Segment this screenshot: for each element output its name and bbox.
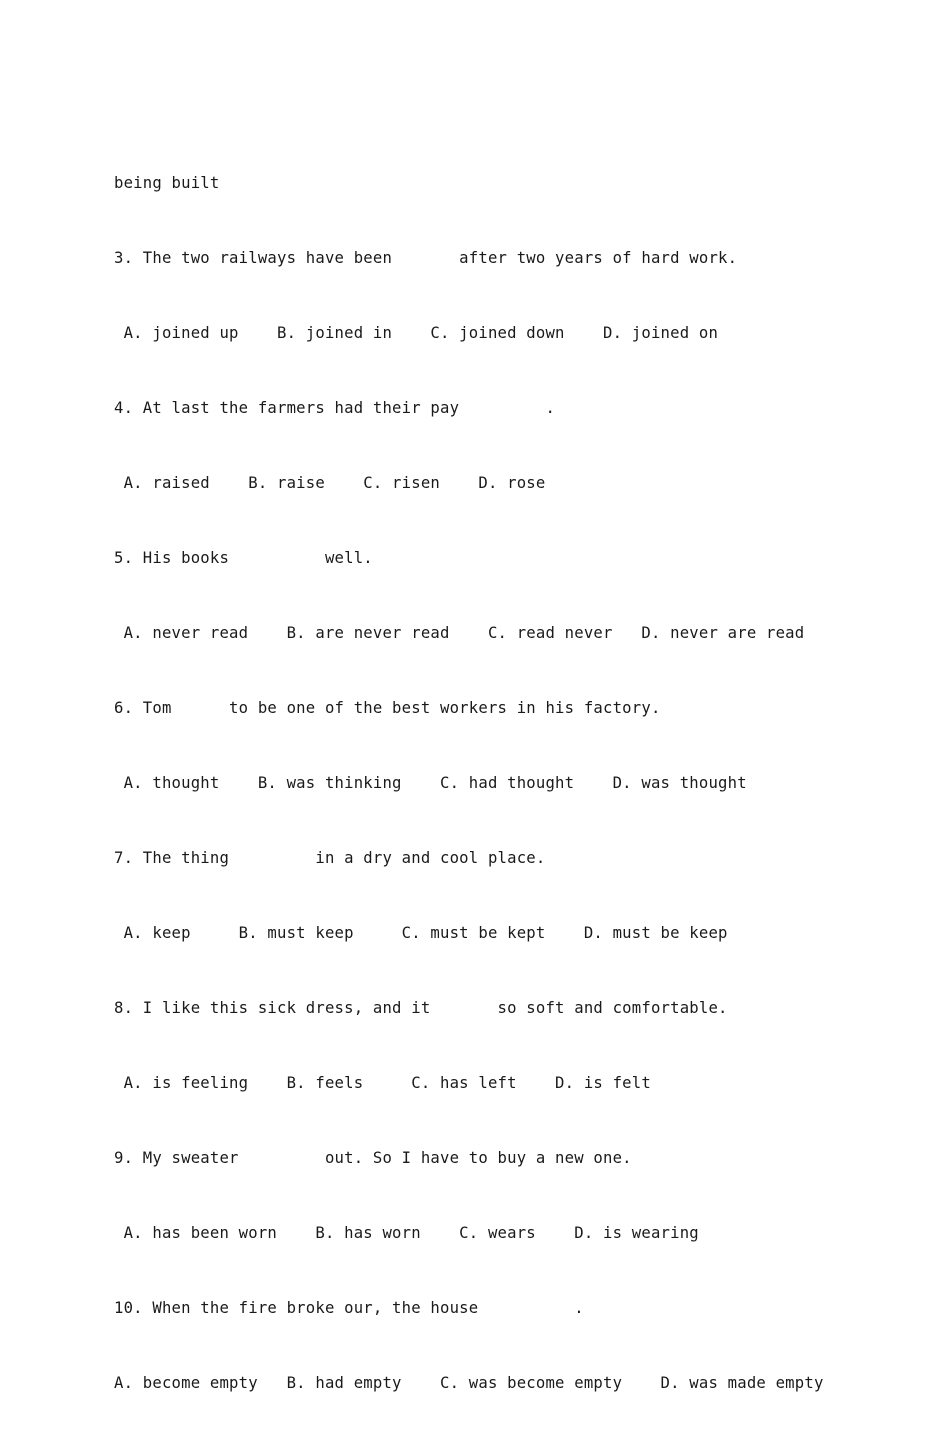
question-9: 9. My sweater out. So I have to buy a new one. <box>114 1149 632 1167</box>
question-4-options: A. raised B. raise C. risen D. rose <box>114 474 546 492</box>
question-9-options: A. has been worn B. has worn C. wears D. is wearing <box>114 1224 699 1242</box>
question-8-options: A. is feeling B. feels C. has left D. is felt <box>114 1074 651 1092</box>
question-3: 3. The two railways have been after two years of hard work. <box>114 249 738 267</box>
question-4: 4. At last the farmers had their pay . <box>114 399 556 417</box>
exercise-text <box>114 121 824 1446</box>
question-6: 6. Tom to be one of the best workers in his factory. <box>114 699 661 717</box>
question-7-options: A. keep B. must keep C. must be kept D. must be keep <box>114 924 728 942</box>
question-10: 10. When the fire broke our, the house . <box>114 1299 584 1317</box>
question-6-options: A. thought B. was thinking C. had thought D. was thought <box>114 774 747 792</box>
question-7: 7. The thing in a dry and cool place. <box>114 849 546 867</box>
question-10-options: A. become empty B. had empty C. was become empty D. was made empty <box>114 1374 824 1392</box>
question-5: 5. His books well. <box>114 549 373 567</box>
question-8: 8. I like this sick dress, and it so soft and comfortable. <box>114 999 728 1017</box>
question-3-options: A. joined up B. joined in C. joined down D. joined on <box>114 324 719 342</box>
question-5-options: A. never read B. are never read C. read never D. never are read <box>114 624 805 642</box>
text-line-fragment: being built <box>114 174 220 192</box>
